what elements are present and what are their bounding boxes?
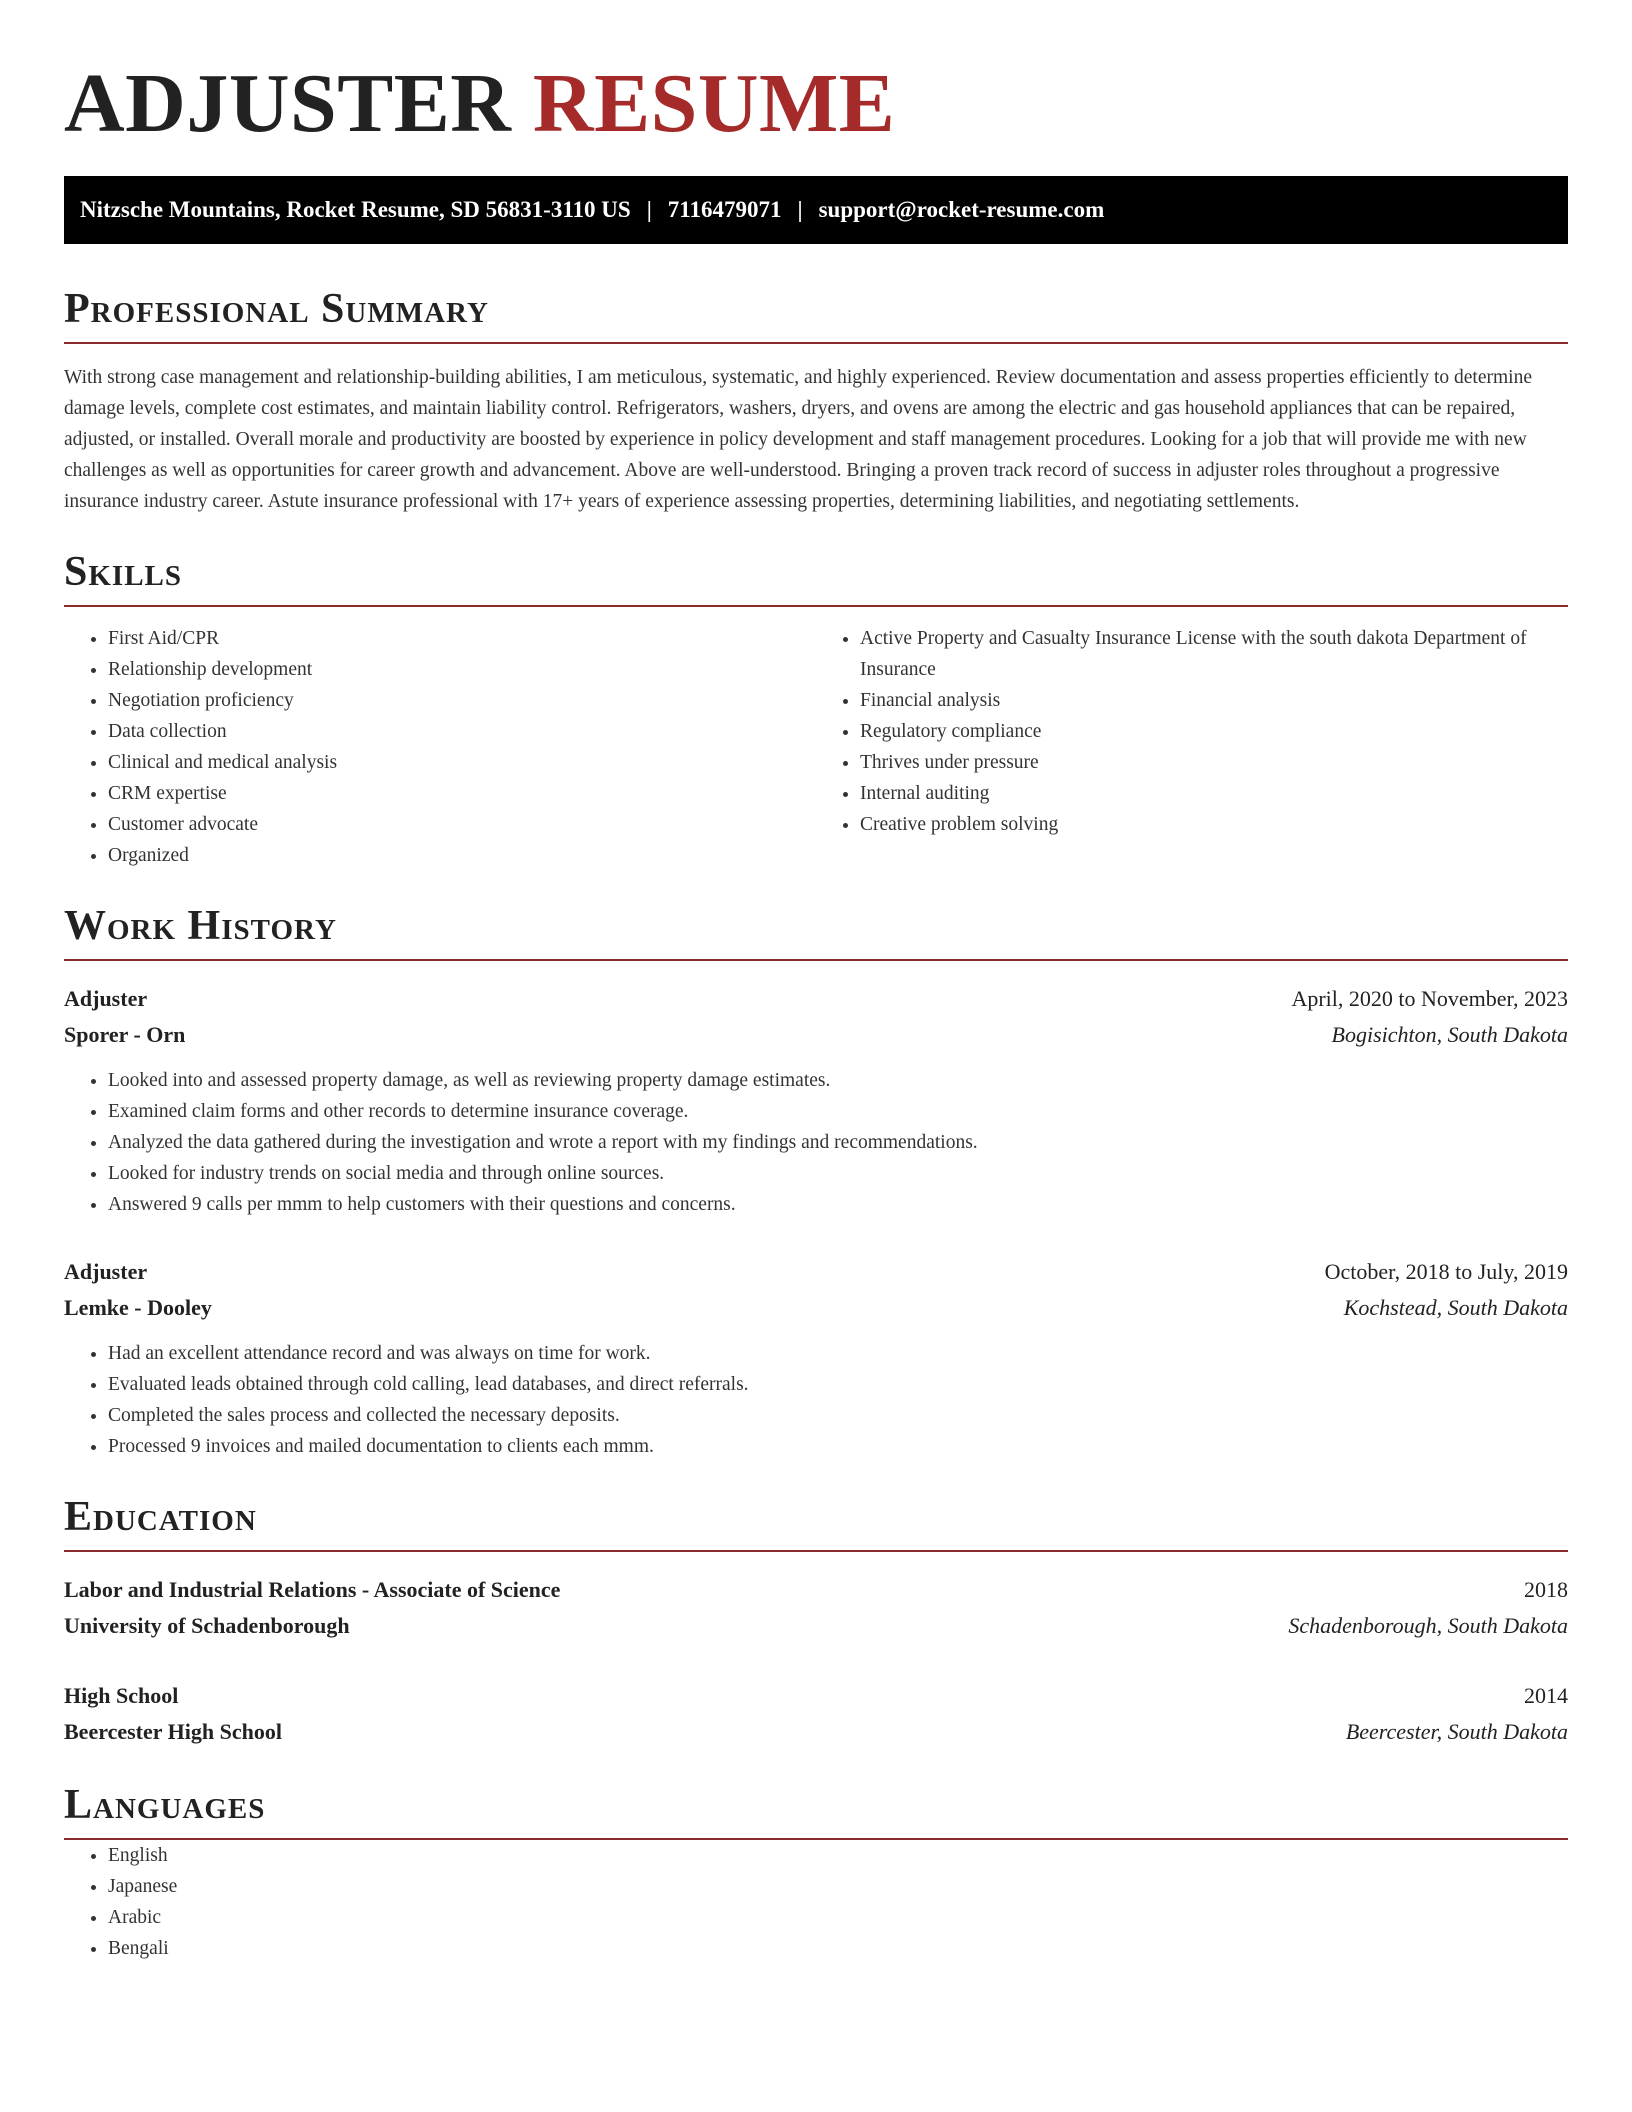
- education-entry: [64, 1678, 1568, 1750]
- skill-item: • Data collection: [108, 716, 816, 747]
- job-dates: October, 2018 to July, 2019: [1324, 1259, 1568, 1284]
- skill-item: • Organized: [108, 840, 816, 871]
- work-entry: [64, 981, 1568, 1220]
- education-entry-subheader: [64, 1714, 1568, 1750]
- contact-phone: 7116479071: [667, 197, 782, 222]
- section-title-languages: Languages: [64, 1780, 1568, 1840]
- work-entry-subheader: [64, 1017, 1568, 1053]
- job-duties-list: [64, 1338, 1568, 1462]
- skill-item: • Customer advocate: [108, 809, 816, 840]
- skill-item: • CRM expertise: [108, 778, 816, 809]
- skills-column-right: [816, 623, 1568, 871]
- title-part-1: ADJUSTER: [64, 57, 512, 150]
- language-item: • English: [108, 1840, 1568, 1871]
- school-name: Beercester High School: [64, 1719, 282, 1744]
- company-name: Sporer - Orn: [64, 1022, 186, 1047]
- education-entry-header: [64, 1572, 1568, 1608]
- degree-name: High School: [64, 1683, 179, 1708]
- contact-bar: [64, 176, 1568, 244]
- skill-item: • Regulatory compliance: [860, 716, 1568, 747]
- job-duty: • Analyzed the data gathered during the investigation and wrote a report with my findings and recommendations.: [108, 1127, 1568, 1158]
- job-duty: • Examined claim forms and other records to determine insurance coverage.: [108, 1096, 1568, 1127]
- work-entry-header: [64, 1254, 1568, 1290]
- contact-separator: |: [646, 197, 652, 222]
- job-duty: • Answered 9 calls per mmm to help customers with their questions and concerns.: [108, 1189, 1568, 1220]
- skill-item: • Active Property and Casualty Insurance License with the south dakota Department of Insurance: [860, 623, 1568, 685]
- skill-item: • First Aid/CPR: [108, 623, 816, 654]
- skill-item: • Creative problem solving: [860, 809, 1568, 840]
- work-entry-subheader: [64, 1290, 1568, 1326]
- degree-name: Labor and Industrial Relations - Associate of Science: [64, 1577, 561, 1602]
- job-duty: • Evaluated leads obtained through cold calling, lead databases, and direct referrals.: [108, 1369, 1568, 1400]
- skills-column-left: [64, 623, 816, 871]
- job-duty: • Processed 9 invoices and mailed documentation to clients each mmm.: [108, 1431, 1568, 1462]
- job-title: Adjuster: [64, 1259, 148, 1284]
- skill-item: • Thrives under pressure: [860, 747, 1568, 778]
- job-duty: • Looked into and assessed property damage, as well as reviewing property damage estimates.: [108, 1065, 1568, 1096]
- job-duty: • Completed the sales process and collected the necessary deposits.: [108, 1400, 1568, 1431]
- education-entry-header: [64, 1678, 1568, 1714]
- section-title-summary: Professional Summary: [64, 284, 1568, 344]
- language-item: • Japanese: [108, 1871, 1568, 1902]
- education-entry-subheader: [64, 1608, 1568, 1644]
- job-dates: April, 2020 to November, 2023: [1291, 986, 1568, 1011]
- job-title: Adjuster: [64, 986, 148, 1011]
- graduation-year: 2014: [1524, 1683, 1568, 1708]
- job-duty: • Had an excellent attendance record and was always on time for work.: [108, 1338, 1568, 1369]
- school-name: University of Schadenborough: [64, 1613, 350, 1638]
- section-title-work-history: Work History: [64, 901, 1568, 961]
- job-duty: • Looked for industry trends on social media and through online sources.: [108, 1158, 1568, 1189]
- job-location: Bogisichton, South Dakota: [1331, 1022, 1568, 1047]
- section-title-skills: Skills: [64, 547, 1568, 607]
- graduation-year: 2018: [1524, 1577, 1568, 1602]
- education-entry: [64, 1572, 1568, 1644]
- summary-text: With strong case management and relationship-building abilities, I am meticulous, systematic, and highly experienced. Review documentation and assess properties efficiently to determine damage levels, complete cost estimates, and maintain liability control. Refrigerators, washers, dryers, and ovens are among the electric and gas household appliances that can be repaired, adjusted, or installed. Overall morale and productivity are boosted by experience in policy development and staff management procedures. Looking for a job that will provide me with new challenges as well as opportunities for career growth and advancement. Above are well-understood. Bringing a proven track record of success in adjuster roles throughout a progressive insurance industry career. Astute insurance professional with 17+ years of experience assessing properties, determining liabilities, and negotiating settlements.: [64, 367, 1532, 512]
- skill-item: • Negotiation proficiency: [108, 685, 816, 716]
- skills-list-left: [64, 623, 816, 871]
- language-item: • Arabic: [108, 1902, 1568, 1933]
- company-name: Lemke - Dooley: [64, 1295, 212, 1320]
- contact-address: Nitzsche Mountains, Rocket Resume, SD 56831-3110 US: [80, 197, 631, 222]
- resume-title: [64, 54, 1568, 154]
- skills-columns: [64, 623, 1568, 871]
- job-duties-list: [64, 1065, 1568, 1220]
- skill-item: • Internal auditing: [860, 778, 1568, 809]
- language-item: • Bengali: [108, 1933, 1568, 1964]
- school-location: Beercester, South Dakota: [1345, 1719, 1568, 1744]
- work-entry-header: [64, 981, 1568, 1017]
- school-location: Schadenborough, South Dakota: [1288, 1613, 1568, 1638]
- languages-list: [64, 1840, 1568, 1964]
- skill-item: • Relationship development: [108, 654, 816, 685]
- skills-list-right: [816, 623, 1568, 840]
- contact-email: support@rocket-resume.com: [818, 197, 1105, 222]
- job-location: Kochstead, South Dakota: [1343, 1295, 1568, 1320]
- work-entry: [64, 1254, 1568, 1462]
- skill-item: • Clinical and medical analysis: [108, 747, 816, 778]
- section-title-education: Education: [64, 1492, 1568, 1552]
- contact-separator: |: [797, 197, 803, 222]
- skill-item: • Financial analysis: [860, 685, 1568, 716]
- title-part-2: RESUME: [532, 57, 896, 150]
